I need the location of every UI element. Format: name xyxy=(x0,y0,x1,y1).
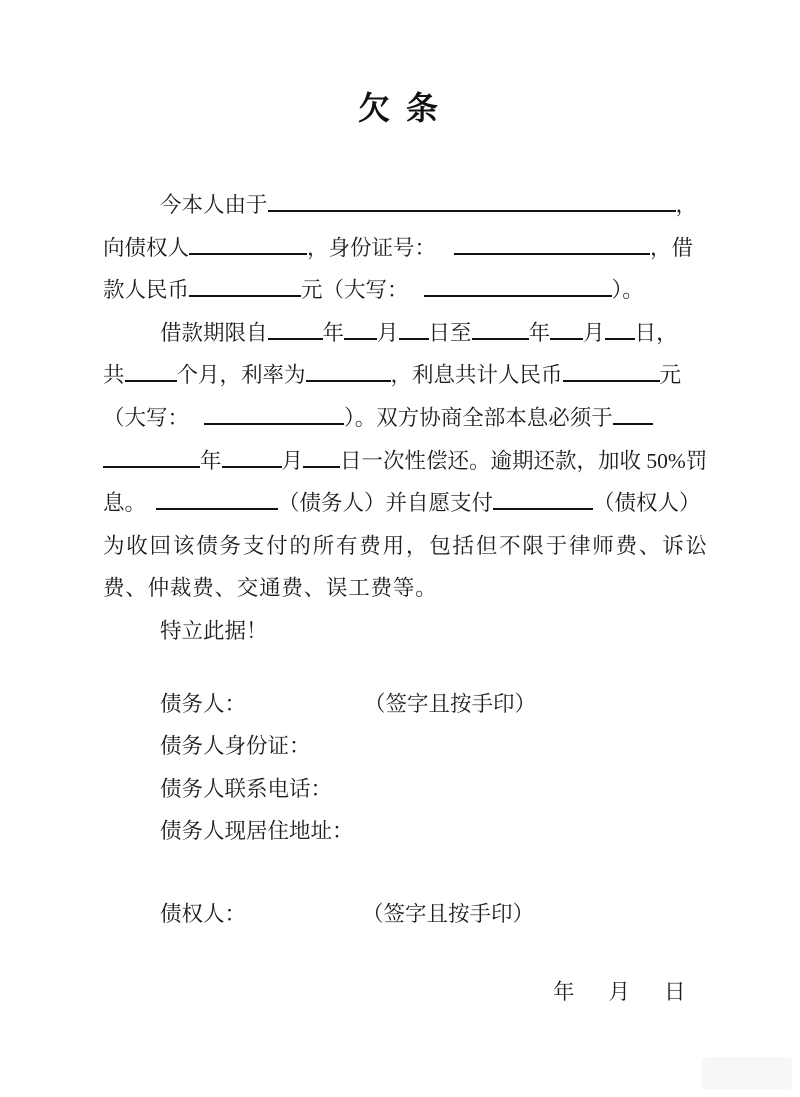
text-run: 年 xyxy=(322,320,345,345)
text-run: 费、仲裁费、交通费、误工费等。 xyxy=(103,576,438,601)
text-run: 年 xyxy=(200,448,222,473)
document-title: 欠 条 xyxy=(357,90,442,126)
blank-field xyxy=(613,401,653,425)
blank-field xyxy=(344,316,377,340)
watermark xyxy=(702,1057,792,1089)
blank-field xyxy=(605,316,635,340)
spacer xyxy=(436,254,454,255)
intro-line-2 xyxy=(103,227,697,270)
text-run: 日 xyxy=(664,979,686,1004)
term-line-6 xyxy=(103,525,709,568)
text-run: （债务人）并自愿支付 xyxy=(278,491,494,516)
blank-field xyxy=(268,316,323,340)
debtor-signature-row xyxy=(103,683,697,726)
text-run: 个月，利率为 xyxy=(176,363,306,388)
blank-field xyxy=(303,444,340,468)
text-run: 息。 xyxy=(103,491,147,516)
text-run: ）。双方协商全部本息必须于 xyxy=(344,405,613,430)
blank-field xyxy=(222,444,282,468)
text-run: 月 xyxy=(608,979,631,1004)
text-run: ，利息共计人民币 xyxy=(390,363,563,388)
term-line-2 xyxy=(103,354,697,397)
blank-field xyxy=(550,316,583,340)
blank-field xyxy=(204,401,344,425)
blank-field xyxy=(306,359,391,383)
text-run: 债务人： xyxy=(160,691,247,716)
term-line-7 xyxy=(103,567,697,610)
text-run: 特立此据！ xyxy=(160,618,268,643)
debtor-id-row xyxy=(103,725,697,768)
date-line xyxy=(103,971,697,1014)
spacer xyxy=(189,424,204,425)
text-run: ）。 xyxy=(611,278,644,303)
text-run: （签字且按手印） xyxy=(364,691,537,716)
spacer xyxy=(409,296,424,297)
blank-field xyxy=(189,231,307,255)
text-run: ，借 xyxy=(650,235,694,260)
text-run: 元 xyxy=(659,363,682,388)
text-run: 为收回该债务支付的所有费用，包括但不限于律师费、诉讼 xyxy=(103,533,709,558)
text-run: 元（大写： xyxy=(301,278,409,303)
term-line-3 xyxy=(103,397,697,440)
text-run: 债务人联系电话： xyxy=(160,776,333,801)
blank-field xyxy=(189,274,301,298)
text-run: 日一次性偿还。逾期还款，加收 50%罚 xyxy=(340,448,708,473)
text-run: ，身份证号： xyxy=(307,235,437,260)
text-run: 月 xyxy=(377,320,399,345)
creditor-signature-row xyxy=(103,893,697,936)
debtor-address-row xyxy=(103,810,697,853)
text-run: （大写： xyxy=(103,405,190,430)
blank-field xyxy=(424,274,612,298)
text-run: 债权人： xyxy=(160,901,247,926)
spacer xyxy=(246,920,362,921)
text-run: 年 xyxy=(553,979,575,1004)
blank-field xyxy=(493,487,593,511)
blank-field xyxy=(399,316,429,340)
debtor-phone-row xyxy=(103,768,697,811)
blank-field xyxy=(563,359,660,383)
text-run: 年 xyxy=(528,320,551,345)
term-line-1 xyxy=(103,312,697,355)
text-run: ， xyxy=(675,193,698,217)
intro-line-3 xyxy=(103,269,697,312)
blank-field xyxy=(472,316,529,340)
text-run: 日至 xyxy=(428,320,472,345)
term-line-5 xyxy=(103,482,701,525)
text-run: （债权人） xyxy=(593,491,701,516)
blank-field xyxy=(268,189,676,213)
spacer xyxy=(246,710,364,711)
text-run: 月 xyxy=(281,448,304,473)
text-run: 债务人现居住地址： xyxy=(160,819,354,844)
term-line-4 xyxy=(103,440,708,483)
document-body xyxy=(103,184,709,1013)
blank-field xyxy=(454,231,650,255)
text-run: 向债权人 xyxy=(103,235,190,260)
blank-field xyxy=(125,359,177,383)
text-run: 今本人由于 xyxy=(160,193,268,217)
spacer xyxy=(630,998,664,999)
spacer xyxy=(575,998,609,999)
spacer xyxy=(146,509,156,510)
closing-line xyxy=(103,610,697,653)
text-run: 共 xyxy=(103,363,125,388)
text-run: 借款期限自 xyxy=(160,320,268,345)
text-run: 款人民币 xyxy=(103,278,190,303)
intro-line-1 xyxy=(103,184,697,227)
text-run: 债务人身份证： xyxy=(160,734,311,759)
text-run: 日， xyxy=(634,320,678,345)
blank-field xyxy=(156,487,278,511)
blank-field xyxy=(103,444,200,468)
text-run: （签字且按手印） xyxy=(362,901,535,926)
text-run: 月 xyxy=(583,320,605,345)
